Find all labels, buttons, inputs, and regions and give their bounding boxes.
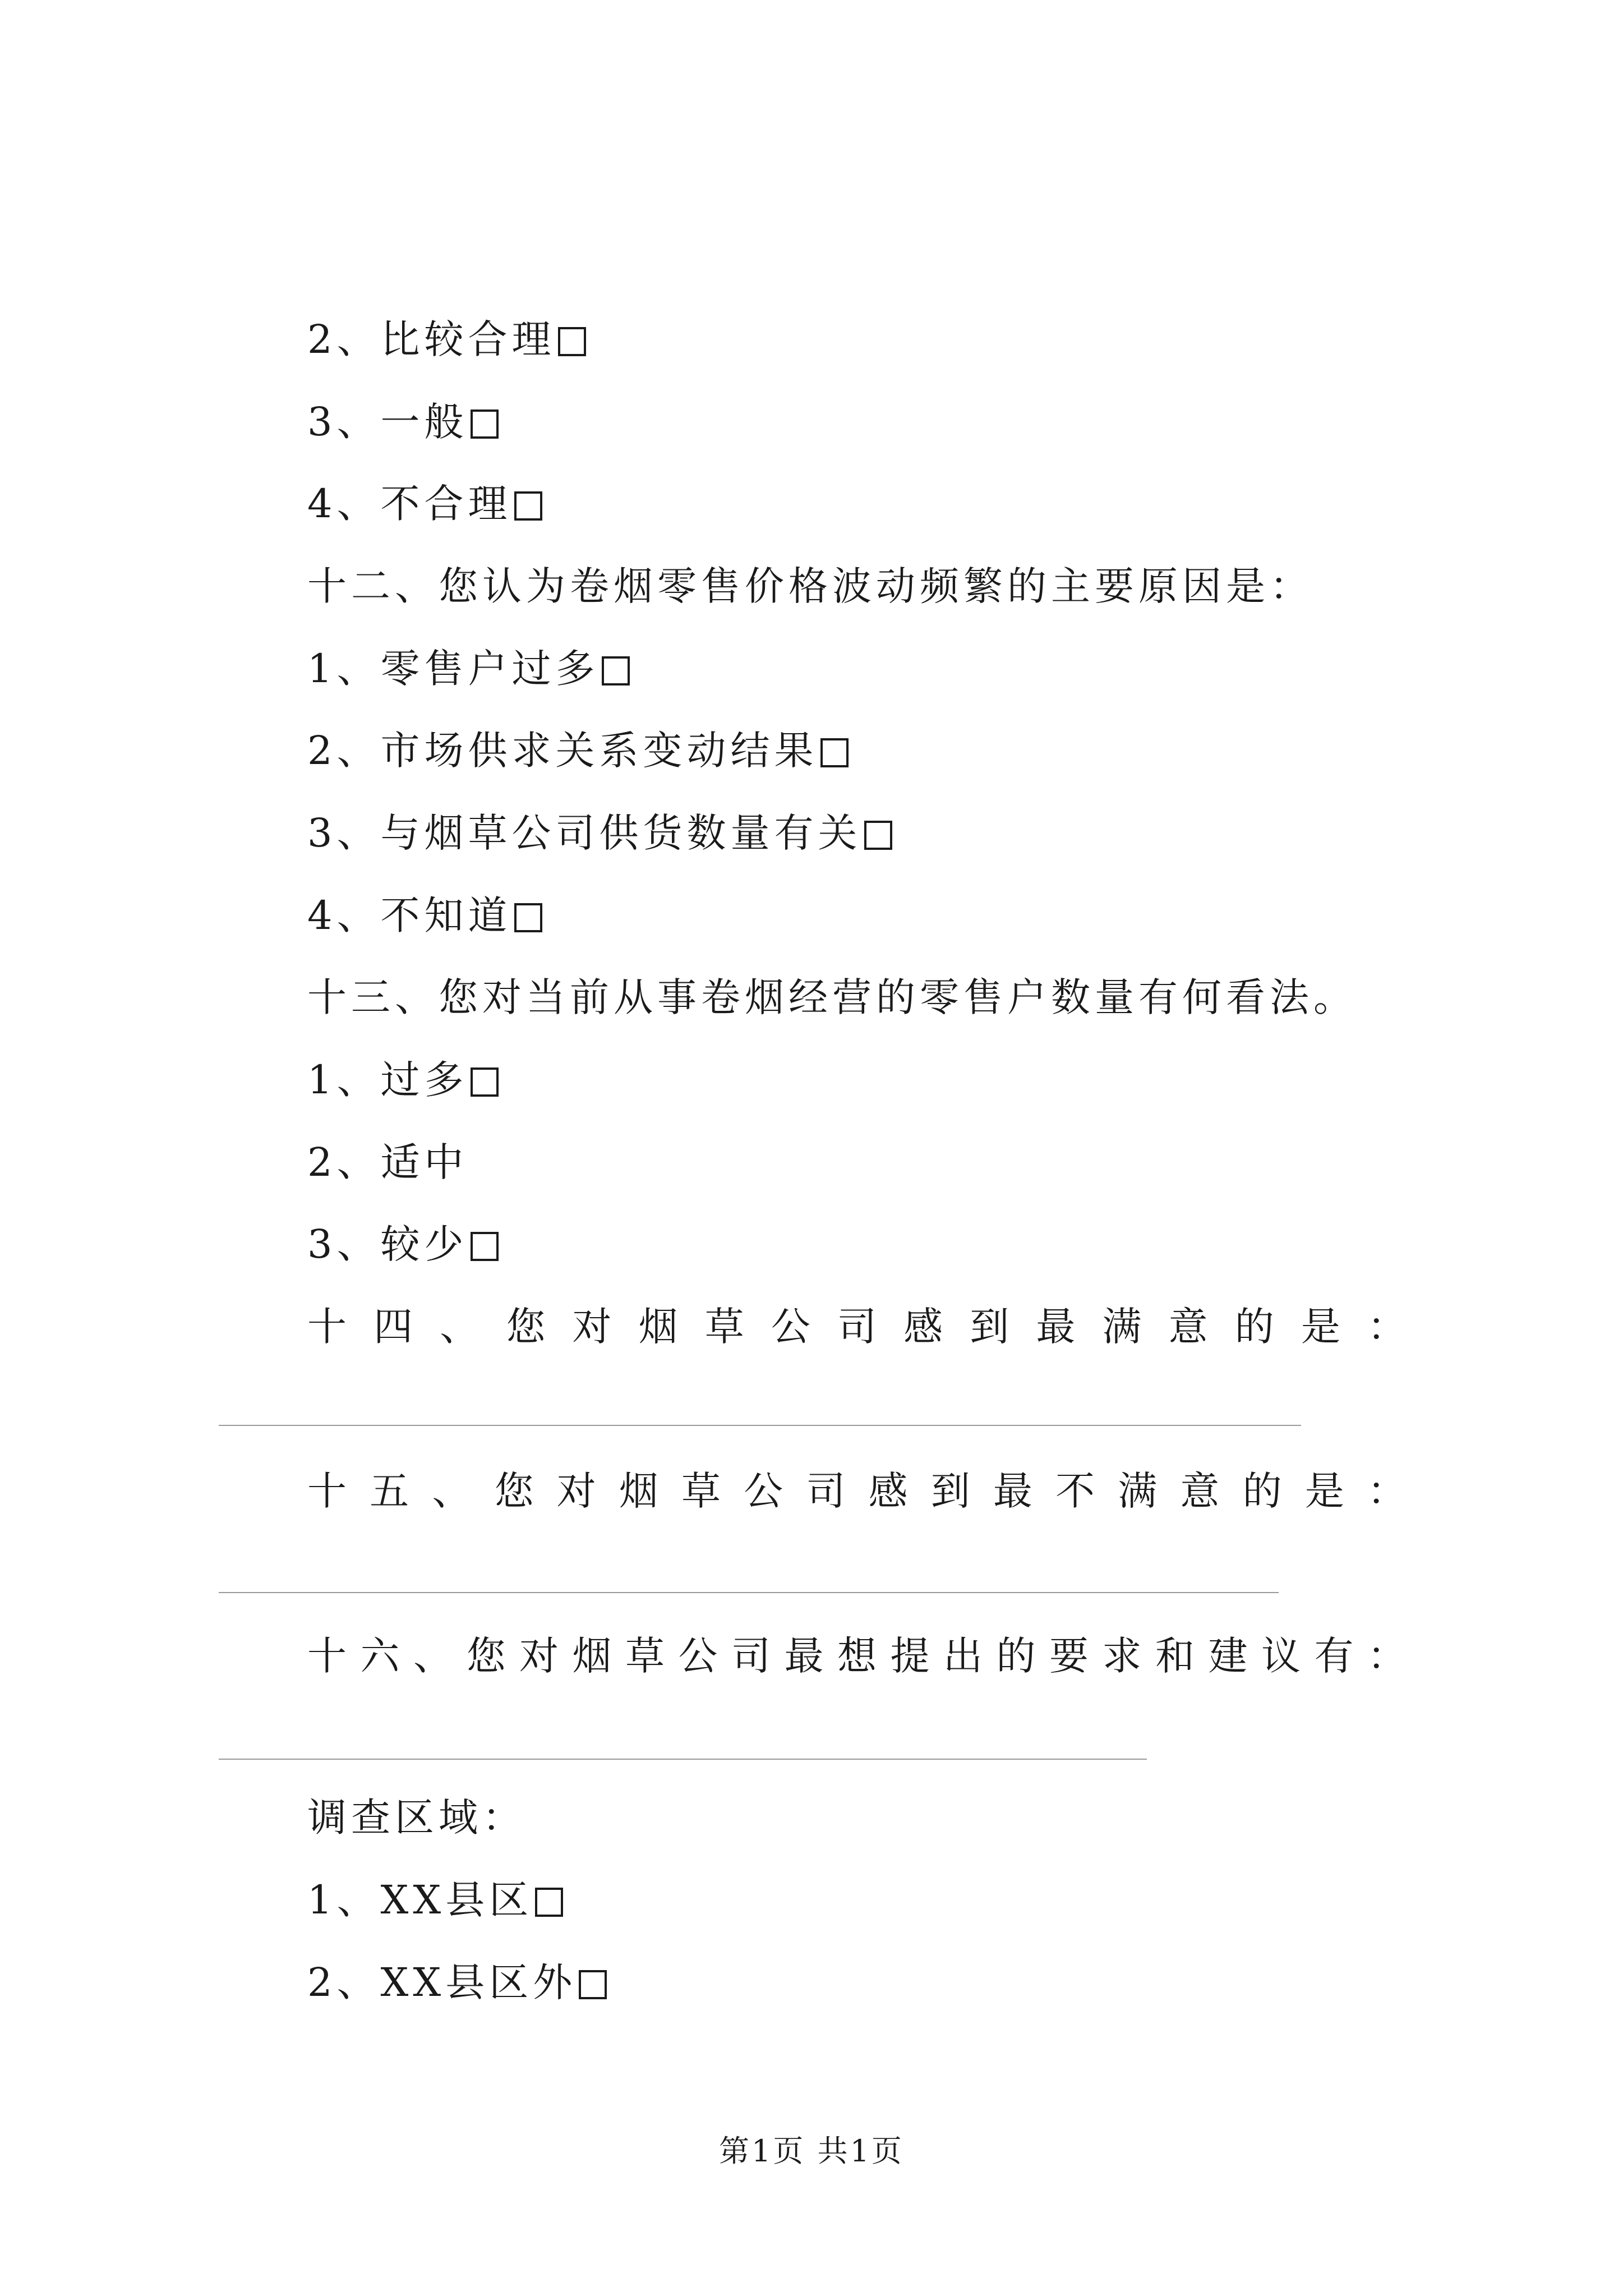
question-char: 四 [374,1304,413,1350]
question-char: 六 [360,1633,400,1679]
question-char: ： [1367,1468,1407,1514]
question-char: 是 [1301,1304,1340,1350]
question-char: 草 [625,1633,665,1679]
option-text: 2、适中 [307,1139,468,1185]
checkbox[interactable] [864,821,892,850]
option-line [307,1872,563,1928]
question-char: 和 [1155,1633,1195,1679]
question-14 [307,1299,1407,1355]
question-char: 、 [432,1468,472,1514]
question-char: 草 [704,1304,744,1350]
question-char: 感 [868,1468,908,1514]
option-line [307,476,542,532]
question-char: 最 [993,1468,1032,1514]
question-char: 十 [307,1304,347,1350]
question-char: 的 [996,1633,1036,1679]
question-char: 烟 [572,1633,612,1679]
question-char: 提 [890,1633,930,1679]
question-char: 对 [572,1304,612,1350]
question-char: 不 [1055,1468,1095,1514]
question-char: 的 [1234,1304,1274,1350]
survey-area-text: 调查区域： [307,1795,526,1841]
question-12 [307,558,1313,614]
checkbox[interactable] [471,409,499,439]
question-char: 对 [519,1633,559,1679]
question-char: 意 [1180,1468,1220,1514]
question-char: 求 [1102,1633,1142,1679]
question-15 [307,1463,1407,1519]
option-line [307,887,542,944]
question-char: 满 [1118,1468,1158,1514]
option-text: 2、XX县区外 [307,1959,577,2005]
question-char: 到 [970,1304,1009,1350]
checkbox[interactable] [514,491,542,521]
question-char: 的 [1242,1468,1282,1514]
question-char: 对 [556,1468,596,1514]
question-char: 想 [837,1633,877,1679]
question-char: ： [1367,1304,1407,1350]
option-text: 2、市场供求关系变动结果 [307,728,818,774]
question-char: 有 [1314,1633,1354,1679]
option-line [307,1216,499,1272]
question-char: 十 [307,1633,347,1679]
option-line [307,641,630,697]
option-line [307,1052,499,1108]
question-char: 五 [370,1468,409,1514]
option-text: 3、较少 [307,1221,468,1267]
question-char: 出 [943,1633,983,1679]
question-char: 最 [1036,1304,1076,1350]
question-char: 公 [744,1468,783,1514]
question-char: 十 [307,1468,347,1514]
answer-line[interactable] [219,1759,1147,1760]
question-char: 烟 [619,1468,658,1514]
survey-area-label [307,1789,526,1846]
option-line [307,805,892,861]
question-char: 司 [837,1304,877,1350]
question-char: 您 [466,1633,506,1679]
question-char: 到 [930,1468,970,1514]
question-char: 议 [1261,1633,1301,1679]
question-16 [307,1628,1407,1684]
question-text: 十三、您对当前从事卷烟经营的零售户数量有何看法。 [307,974,1357,1020]
question-char: 、 [413,1633,453,1679]
option-line [307,394,499,450]
question-char: 司 [731,1633,771,1679]
question-char: 您 [506,1304,546,1350]
checkbox[interactable] [471,1068,499,1097]
option-text: 4、不合理 [307,481,512,527]
checkbox[interactable] [579,1970,607,1999]
question-char: ： [1367,1633,1407,1679]
option-line [307,1134,468,1190]
answer-line[interactable] [219,1425,1301,1426]
question-char: 要 [1049,1633,1089,1679]
question-13 [307,969,1357,1025]
checkbox[interactable] [558,327,586,356]
question-char: 烟 [638,1304,678,1350]
option-text: 1、XX县区 [307,1877,533,1923]
option-line [307,723,849,779]
question-char: 意 [1168,1304,1208,1350]
question-char: 公 [678,1633,718,1679]
question-char: 草 [681,1468,721,1514]
option-text: 2、比较合理 [307,316,556,362]
question-char: 公 [771,1304,810,1350]
option-text: 3、一般 [307,399,468,445]
option-text: 4、不知道 [307,892,512,938]
option-text: 1、零售户过多 [307,646,600,692]
option-text: 1、过多 [307,1057,468,1103]
question-char: 、 [440,1304,479,1350]
question-char: 是 [1304,1468,1344,1514]
question-char: 司 [806,1468,846,1514]
answer-line[interactable] [219,1592,1279,1593]
option-line [307,1954,607,2010]
checkbox[interactable] [820,738,849,767]
question-char: 建 [1208,1633,1248,1679]
checkbox[interactable] [514,903,542,932]
question-char: 您 [494,1468,534,1514]
checkbox[interactable] [471,1232,499,1261]
checkbox[interactable] [535,1888,563,1917]
question-char: 满 [1102,1304,1142,1350]
question-char: 感 [903,1304,943,1350]
question-text: 十二、您认为卷烟零售价格波动频繁的主要原因是： [307,563,1313,609]
option-text: 3、与烟草公司供货数量有关 [307,810,862,856]
option-line [307,311,586,367]
question-char: 最 [784,1633,824,1679]
page-footer: 第1页 共1页 [719,2133,904,2169]
checkbox[interactable] [602,656,630,685]
